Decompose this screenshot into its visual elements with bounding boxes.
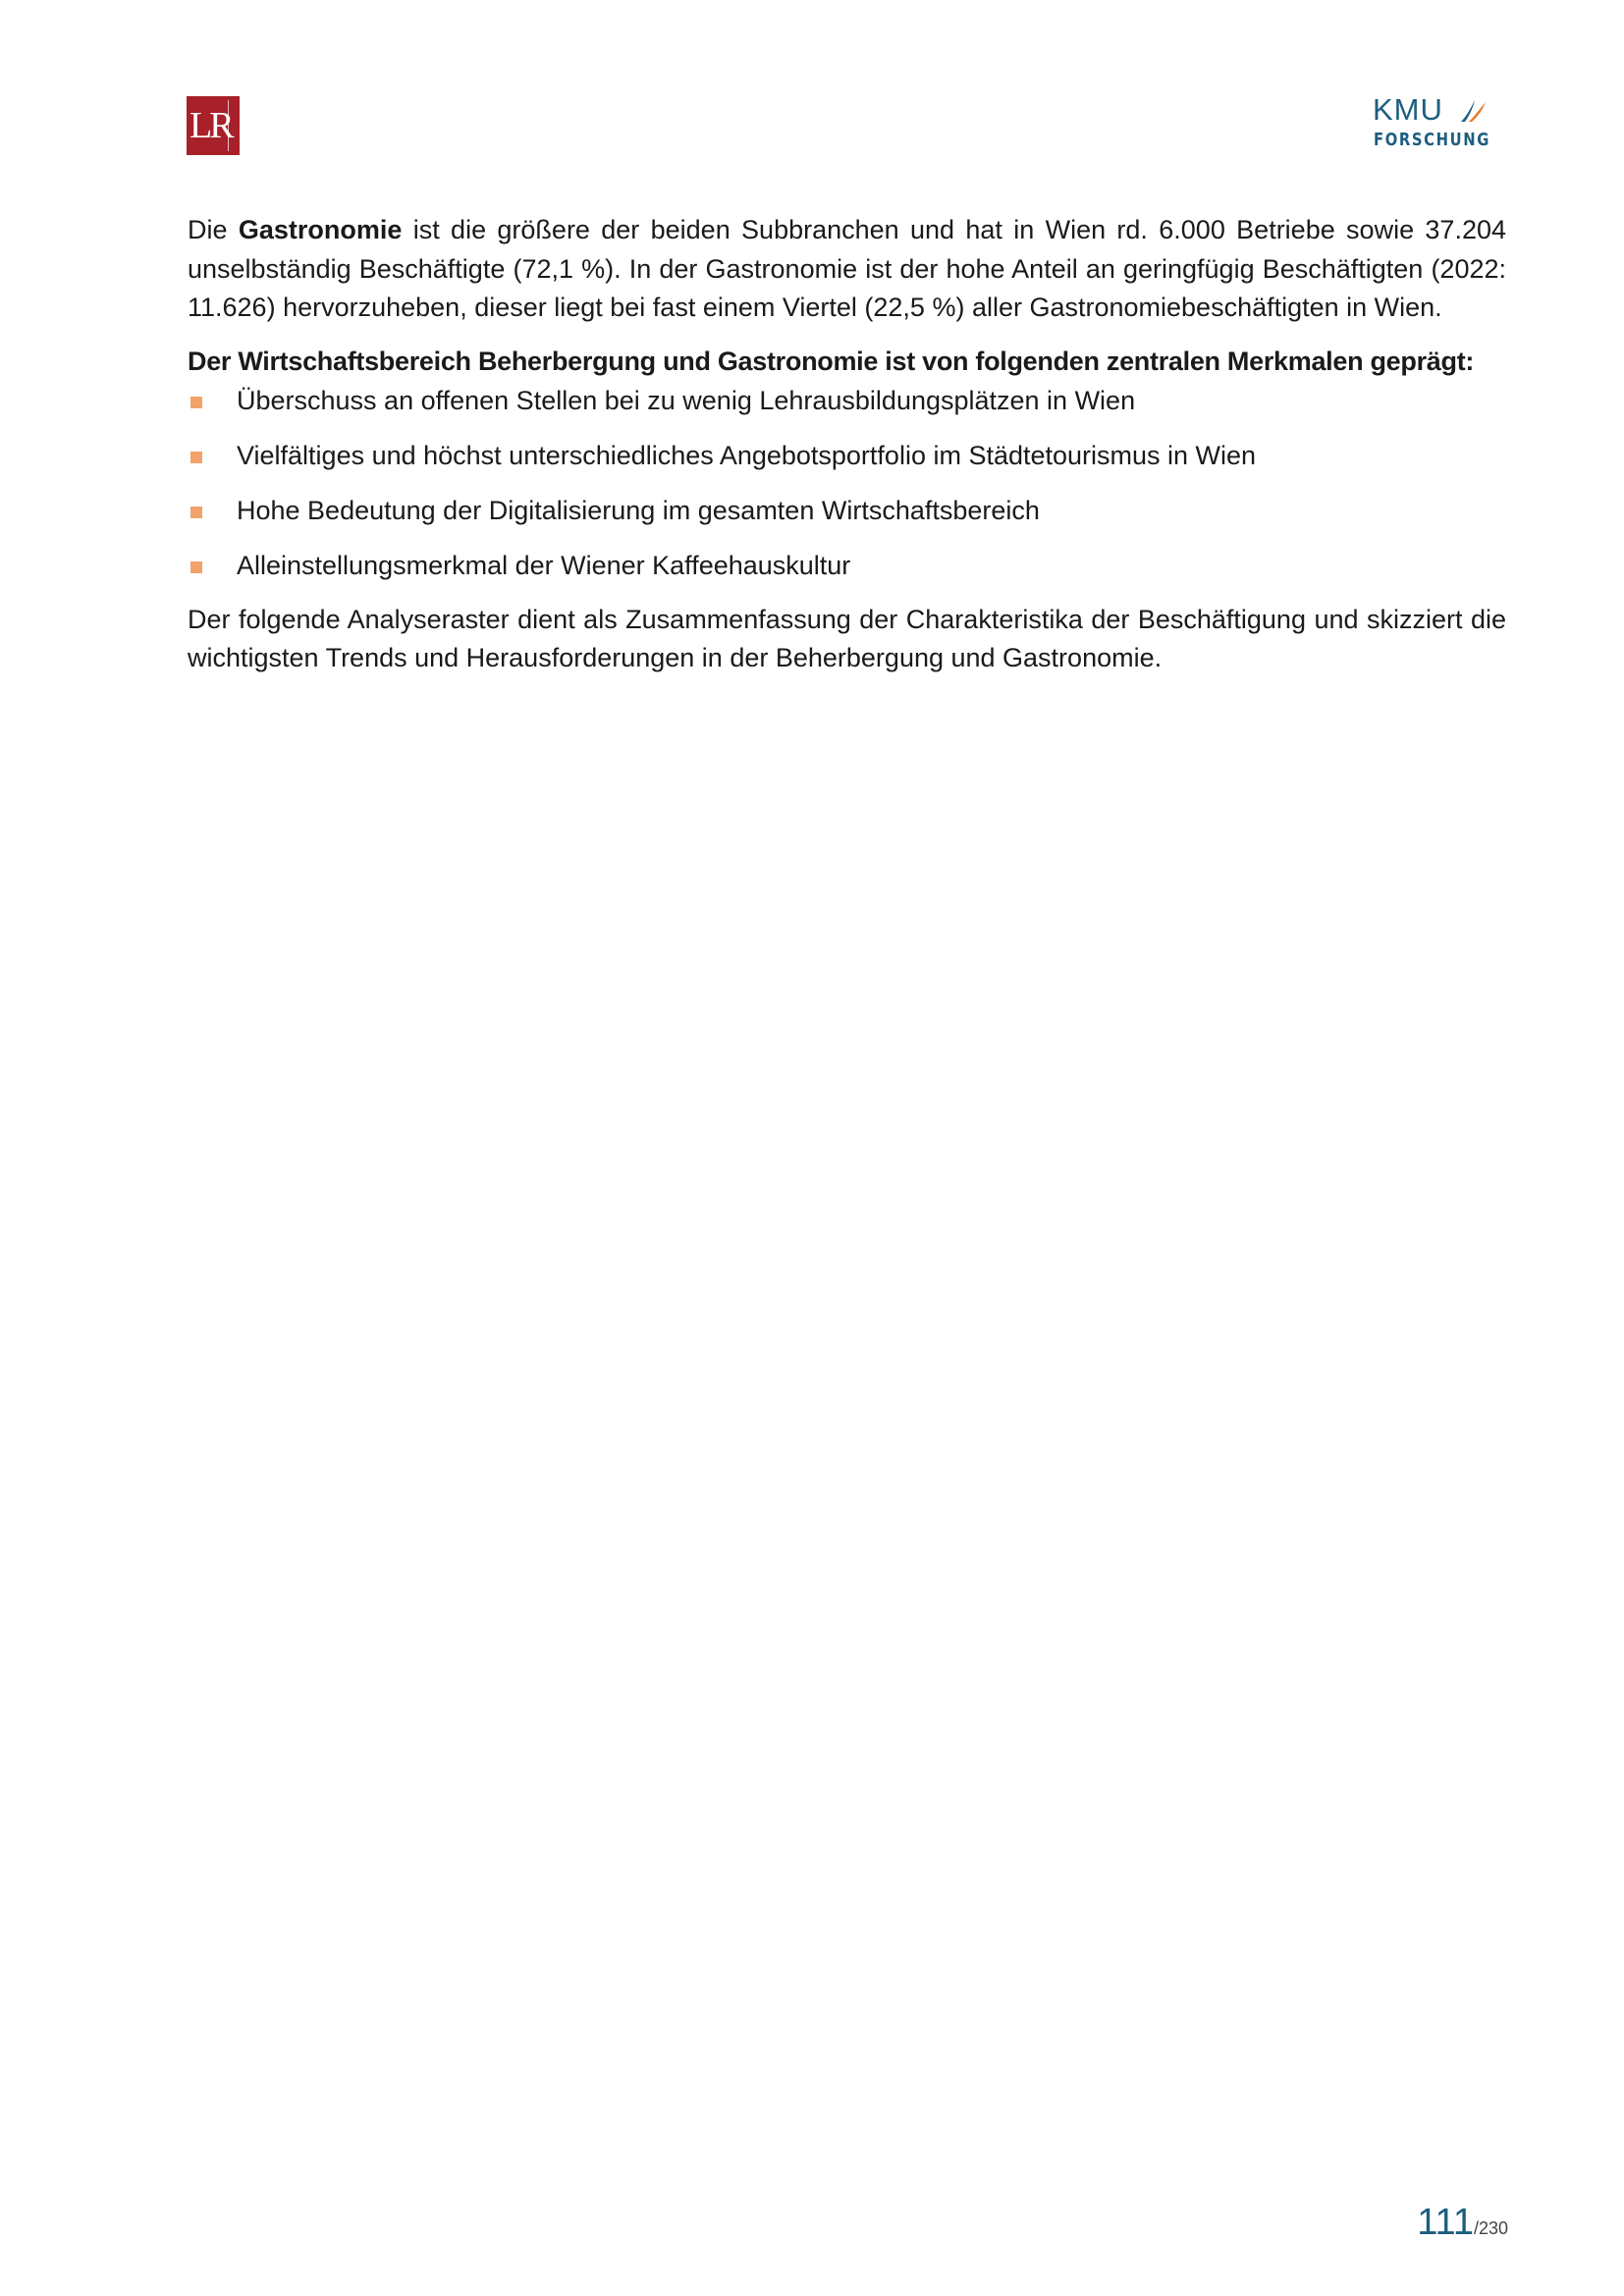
intro-paragraph-start: Die [188, 215, 239, 244]
page-content [188, 211, 1506, 678]
kmu-bird-icon [1457, 94, 1489, 126]
list-item-text: Hohe Bedeutung der Digitalisierung im gesamten Wirtschaftsbereich [237, 495, 1040, 525]
lr-logo-text: LR [189, 105, 232, 146]
feature-list [188, 381, 1506, 585]
list-item [188, 381, 1506, 420]
bullet-square-icon [190, 507, 202, 518]
section-heading: Der Wirtschaftsbereich Beherbergung und Gastronomie ist von folgenden zentralen Merkmalen geprägt: [188, 346, 1475, 376]
bullet-square-icon [190, 397, 202, 408]
list-item [188, 546, 1506, 585]
lr-logo-divider [228, 100, 237, 151]
summary-paragraph: Der folgende Analyseraster dient als Zusammenfassung der Charakteristika der Beschäftigung und skizziert die wichtigsten Trends und Herausforderungen in der Beherbergung und Gastronomie. [188, 604, 1506, 672]
list-item-text: Vielfältiges und höchst unterschiedliches Angebotsportfolio im Städtetourismus in Wien [237, 440, 1257, 470]
kmu-logo-text: KMU [1373, 92, 1443, 127]
forschung-logo-text: FORSCHUNG [1374, 130, 1491, 150]
kmu-forschung-logo [1373, 92, 1490, 155]
list-item-text: Überschuss an offenen Stellen bei zu wenig Lehrausbildungsplätzen in Wien [237, 385, 1136, 415]
list-item [188, 491, 1506, 530]
list-item [188, 436, 1506, 475]
lr-logo [187, 96, 240, 155]
bullet-square-icon [190, 561, 202, 573]
bullet-square-icon [190, 452, 202, 463]
page-number-total: /230 [1473, 2218, 1508, 2238]
intro-highlight: Gastronomie [238, 215, 403, 244]
page-number-current: 111 [1417, 2202, 1474, 2243]
intro-paragraph-rest: ist die größere der beiden Subbranchen und hat in Wien rd. 6.000 Betriebe sowie 37.204 unselbständig Beschäftigte (72,1 %). In der Gastronomie ist der hohe Anteil an geringfügig Beschäftigten (2022: 11.626) hervorzuheben, dieser liegt bei fast einem Viertel (22,5 %) aller Gastronomiebeschäftigten in Wien. [188, 215, 1506, 322]
page-number [1417, 2202, 1508, 2244]
list-item-text: Alleinstellungsmerkmal der Wiener Kaffeehauskultur [237, 550, 851, 580]
intro-paragraph [188, 211, 1506, 328]
